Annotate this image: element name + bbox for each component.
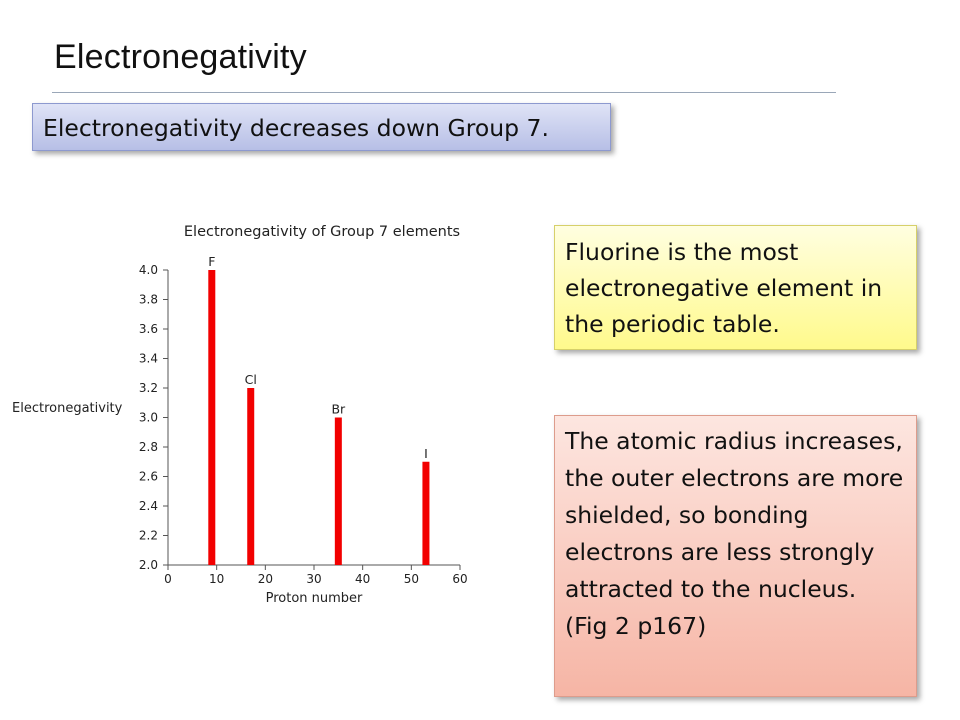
subtitle-callout: Electronegativity decreases down Group 7. [32, 103, 611, 151]
chart-title: Electronegativity of Group 7 elements [183, 224, 461, 240]
bar-labels [208, 254, 428, 461]
y-tick-label: 2.4 [138, 499, 158, 513]
bar-label-br: Br [331, 401, 346, 417]
y-tick-label: 3.2 [138, 381, 158, 395]
y-tick-label: 2.6 [138, 469, 158, 484]
y-ticks [139, 263, 168, 572]
electronegativity-chart [0, 205, 480, 615]
x-tick-label: 30 [306, 572, 322, 586]
y-tick-label: 3.4 [138, 351, 158, 366]
y-tick-label: 2.2 [138, 528, 158, 543]
x-tick-label: 20 [257, 572, 273, 586]
chart-svg [0, 205, 480, 615]
x-ticks [164, 565, 467, 586]
x-tick-label: 10 [209, 572, 225, 586]
bar-br [335, 418, 342, 566]
bar-label-f: F [208, 254, 216, 269]
y-axis-label: Electronegativity [12, 401, 123, 416]
x-tick-label: 50 [403, 572, 419, 586]
slide-title: Electronegativity [54, 38, 307, 76]
y-tick-label: 3.8 [138, 292, 158, 307]
y-tick-label: 3.6 [138, 322, 158, 336]
x-tick-label: 40 [355, 572, 371, 586]
x-tick-label: 0 [164, 572, 172, 586]
bar-label-i: I [424, 445, 428, 461]
y-tick-label: 3.0 [138, 410, 158, 425]
x-axis-label: Proton number [265, 591, 363, 606]
y-tick-label: 4.0 [138, 263, 158, 277]
bar-cl [247, 388, 254, 565]
title-divider [52, 92, 836, 93]
trend-explanation-note: The atomic radius increases, the outer electrons are more shielded, so bonding electrons are less strongly attracted to the nucleus. (Fig 2 p167) [554, 415, 917, 697]
bar-label-cl: Cl [244, 372, 257, 387]
y-tick-label: 2.8 [138, 440, 158, 454]
x-tick-label: 60 [452, 572, 468, 586]
bars [208, 270, 429, 565]
y-tick-label: 2.0 [138, 558, 158, 572]
bar-i [422, 462, 429, 565]
fluorine-note: Fluorine is the most electronegative element in the periodic table. [554, 225, 917, 350]
bar-f [208, 270, 215, 565]
